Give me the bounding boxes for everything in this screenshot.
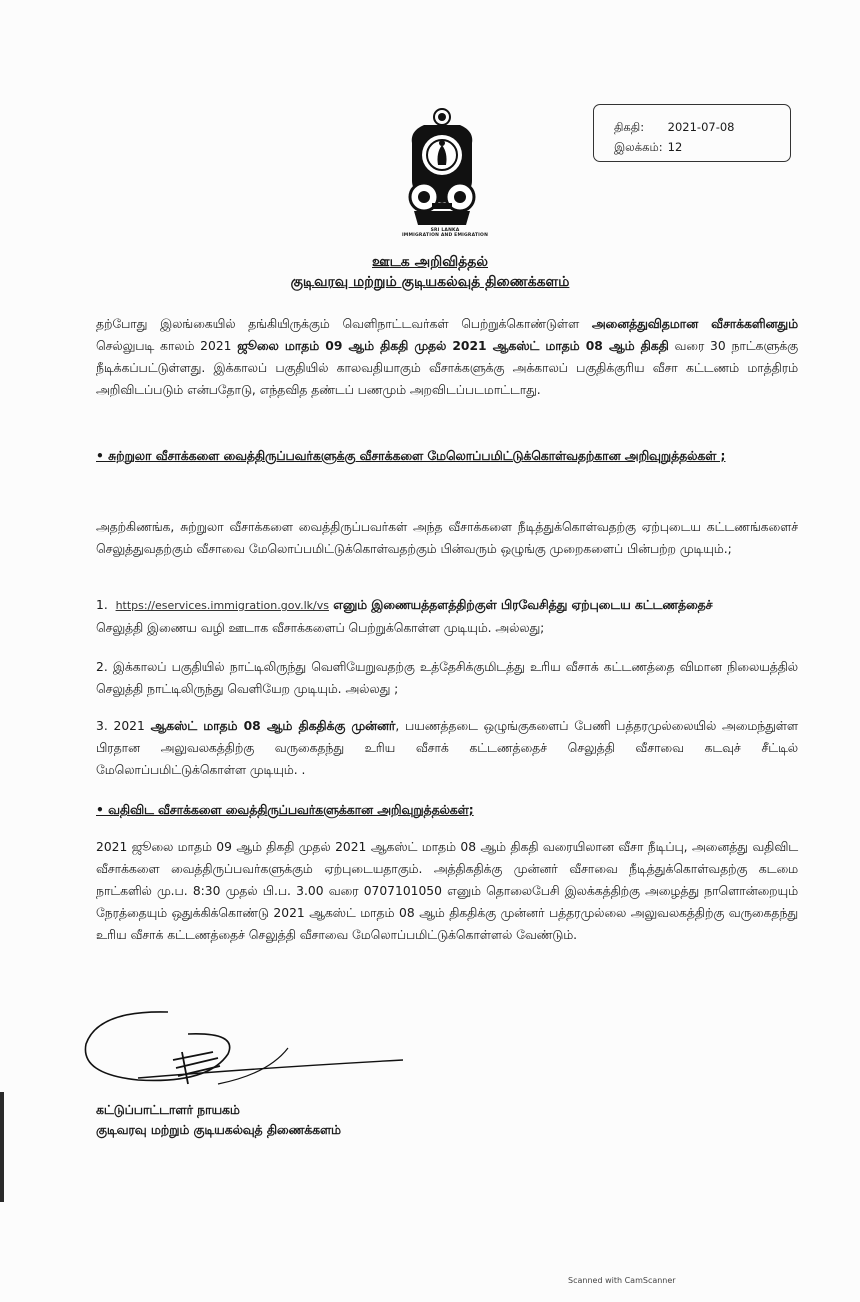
emblem-caption-line1: SRI LANKA (430, 228, 460, 233)
intro-part1: தற்போது இலங்கையில் தங்கியிருக்கும் வெளிநாட்டவர்கள் பெற்றுக்கொண்டுள்ள (96, 317, 592, 331)
section1-item3 (96, 715, 798, 781)
department-emblem (402, 103, 482, 243)
item1-number: 1. (96, 598, 108, 612)
date-row (614, 117, 790, 137)
intro-part4: ஜூலை மாதம் 09 ஆம் திகதி முதல் 2021 ஆகஸ்ட் மாதம் 08 ஆம் திகதி (237, 339, 669, 353)
intro-part3: செல்லுபடி காலம் 2021 (96, 339, 238, 353)
section1-item1 (96, 594, 798, 639)
item3-part-a: 3. 2021 (96, 719, 151, 733)
emblem-caption (397, 228, 493, 238)
handwritten-signature (78, 1004, 418, 1104)
eservices-link[interactable]: https://eservices.immigration.gov.lk/vs (115, 599, 329, 612)
date-label: திகதி: (614, 120, 645, 134)
item3-part-c: , பயணத்தடை ஒழுங்குகளைப் பேணி பத்தரமுல்லையில் அமைந்துள்ள பிரதான அலுவலகத்திற்கு வருகைதந்து உரிய வீசாக் கட்டணத்தைச் செலுத்தி வீசாவை கடவுச் சீட்டில் மேலொப்பமிட்டுக்கொள்ள முடியும். . (96, 719, 798, 777)
date-number-box (593, 104, 791, 162)
scanner-watermark: Scanned with CamScanner (568, 1276, 676, 1285)
intro-part2: அனைத்துவிதமான வீசாக்களினதும் (591, 317, 798, 331)
signatory-title: கட்டுப்பாட்டாளர் நாயகம் (96, 1103, 240, 1117)
item3-part-b: ஆகஸ்ட் மாதம் 08 ஆம் திகதிக்கு முன்னர் (150, 719, 396, 733)
section1-item2: 2. இக்காலப் பகுதியில் நாட்டிலிருந்து வெளியேறுவதற்கு உத்தேசிக்குமிடத்து உரிய வீசாக் கட்டணத்தை விமான நிலையத்தில் செலுத்தி நாட்டிலிருந்து வெளியேற முடியும். அல்லது ; (96, 660, 798, 696)
section1-title: • சுற்றுலா வீசாக்களை வைத்திருப்பவர்களுக்கு வீசாக்களை மேலொப்பமிட்டுக்கொள்வதற்கான அறிவுறுத்தல்கள் ; (96, 449, 726, 463)
heading-media-notice: ஊடக அறிவித்தல் (372, 254, 488, 270)
signatory-department: குடிவரவு மற்றும் குடியகல்வுத் திணைக்களம் (96, 1123, 341, 1137)
number-value: 12 (667, 140, 683, 154)
left-edge-bar (0, 1092, 4, 1202)
section1-intro: அதற்கிணங்க, சுற்றுலா வீசாக்களை வைத்திருப்பவர்கள் அந்த வீசாக்களை நீடித்துக்கொள்வதற்கு ஏற்புடைய கட்டணங்களைச் செலுத்துவதற்கும் வீசாவை மேலொப்பமிட்டுக்கொள்வதற்கும் பின்வரும் ஒழுங்கு முறைகளைப் பின்பற்ற முடியும்.; (96, 520, 798, 556)
section2-body: 2021 ஜூலை மாதம் 09 ஆம் திகதி முதல் 2021 ஆகஸ்ட் மாதம் 08 ஆம் திகதி வரையிலான வீசா நீடிப்பு, அனைத்து வதிவிட வீசாக்களை வைத்திருப்பவர்களுக்கும் ஏற்புடையதாகும். அத்திகதிக்கு முன்னர் வீசாவை நீடித்துக்கொள்வதற்கு கடமை நாட்களில் மு.ப. 8:30 முதல் பி.ப. 3.00 வரை 0707101050 எனும் தொலைபேசி இலக்கத்திற்கு அழைத்து நாளொன்றையும் நேரத்தையும் ஒதுக்கிக்கொண்டு 2021 ஆகஸ்ட் மாதம் 08 ஆம் திகதிக்கு முன்னர் பத்தரமுல்லை அலுவலகத்திற்கு வருகைதந்து உரிய வீசாக் கட்டணத்தைச் செலுத்தி வீசாவை மேலொப்பமிட்டுக்கொள்ளல் வேண்டும். (96, 840, 798, 942)
intro-paragraph (96, 313, 798, 401)
number-row (614, 137, 790, 157)
section2-title: • வதிவிட வீசாக்களை வைத்திருப்பவர்களுக்கான அறிவுறுத்தல்கள்; (96, 803, 474, 817)
date-value: 2021-07-08 (667, 120, 735, 134)
number-label: இலக்கம்: (614, 140, 663, 154)
item1-text: செலுத்தி இணைய வழி ஊடாக வீசாக்களைப் பெற்றுக்கொள்ள முடியும். அல்லது; (96, 621, 545, 635)
intro-part5: வரை 30 நாட்களுக்கு நீடிக்கப்பட்டுள்ளது. இக்காலப் பகுதியில் காலவதியாகும் வீசாக்களுக்கு அக்காலப் பகுதிக்குரிய வீசா கட்டணம் மாத்திரம் அறிவிடப்படும் என்பதோடு, எந்தவித தண்டப் பணமும் அறவிடப்படமாட்டாது. (96, 339, 799, 397)
heading-department: குடிவரவு மற்றும் குடியகல்வுத் திணைக்களம் (290, 274, 570, 290)
emblem-caption-line2: IMMIGRATION AND EMIGRATION (401, 233, 489, 238)
item1-bold: எனும் இணையத்தளத்திற்குள் பிரவேசித்து ஏற்புடைய கட்டணத்தைச் (328, 598, 713, 612)
